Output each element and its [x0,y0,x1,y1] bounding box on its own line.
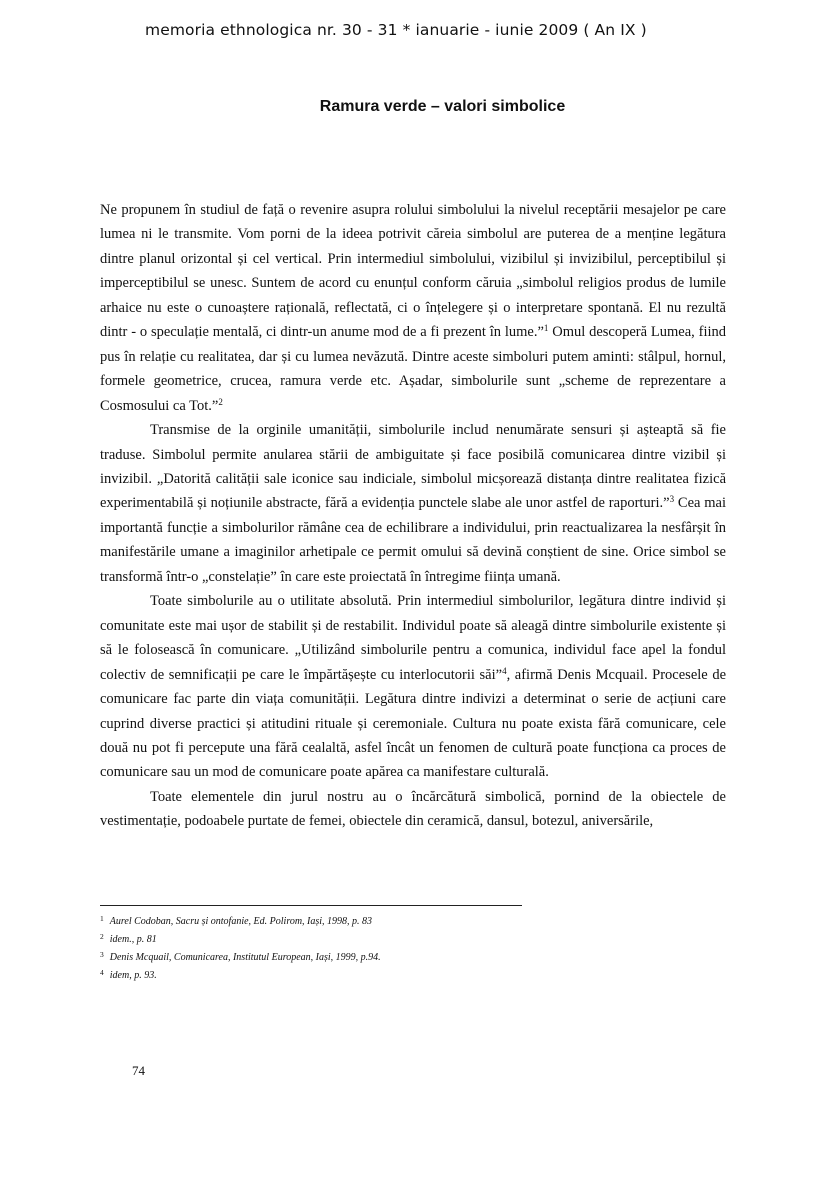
paragraph-2 [100,418,726,589]
footnote-ref-1[interactable]: 1 [543,323,549,334]
running-header: memoria ethnologica nr. 30 - 31 * ianuarie - iunie 2009 ( An IX ) [145,21,647,39]
paragraph-2-text-a: Transmise de la orginile umanității, simbolurile includ nenumărate sensuri și așteaptă să fie traduse. Simbolul permite anularea stării de ambiguitate și face posibilă comunicarea dintre vizibil și invizibil. „Datorită calității sale iconice sau indiciale, simbolul micșorează distanța dintre realitatea fizică experimentabilă și noțiunile abstracte, fără a evidenția punctele slabe ale unor astfel de raporturi.” [100,422,726,512]
article-body [100,198,726,834]
footnote-mark-2: 2 [100,932,104,941]
footnote-text-2: idem., p. 81 [109,934,157,945]
footnote-2 [100,929,700,947]
footnote-mark-3: 3 [100,950,104,959]
footnote-4 [100,965,700,983]
footnote-ref-4[interactable]: 4 [502,665,507,676]
paragraph-1-text-a: Ne propunem în studiul de față o revenire asupra rolului simbolului la nivelul receptării mesajelor pe care lumea ni le transmite. Vom porni de la ideea potrivit căreia simbolul are puterea de a menține legătura dintre planul orizontal și cel vertical. Prin intermediul simbolului, vizibilul și invizibilul, perceptibilul și imperceptibilul se unesc. Suntem de acord cu enunțul conform căruia „simbolul religios produs de lumile arhaice nu este o cunoaștere rațională, reflectată, ci o înțelegere și o interpretare spontană. El nu rezultă dintr - o speculație mentală, ci dintr-un anume mod de a fi prezent în lume.” [100,202,726,341]
footnotes [100,911,700,983]
footnote-mark-1: 1 [100,914,104,923]
paragraph-1 [100,198,726,418]
article-title: Ramura verde – valori simbolice [319,98,566,115]
paragraph-3 [100,589,726,785]
page-number: 74 [132,1063,145,1078]
paragraph-3-text-a: Toate simbolurile au o utilitate absolută. Prin intermediul simbolurilor, legătura dintre individ și comunitate este mai ușor de stabilit și de restabilit. Individul poate să aleagă dintre simbolurile existente și să le folosească în comunicare. „Utilizând simbolurile pentru a comunica, individul face apel la fondul colectiv de semnificații pe care le împărtășește cu interlocutorii săi” [100,593,726,683]
footnote-ref-2[interactable]: 2 [218,396,223,407]
footnote-text-4: idem, p. 93. [109,970,157,981]
footnote-mark-4: 4 [100,968,104,977]
paragraph-2-text-b: Cea mai importantă funcție a simbolurilor rămâne cea de echilibrare a individului, prin reactualizarea la nesfârșit în manifestările umane a imaginilor arhetipale ce permit omului să devină conștient de sine. Orice simbol se transformă într-o „constelație” în care este proiectată în întregime ființa umană. [100,495,726,585]
footnote-text-3: Denis Mcquail, Comunicarea, Institutul European, Iași, 1999, p.94. [109,952,381,963]
paragraph-4-text-a: Toate elementele din jurul nostru au o încărcătură simbolică, pornind de la obiectele de vestimentație, podoabele purtate de femei, obiectele din ceramică, dansul, botezul, aniversările, [100,788,726,830]
footnote-ref-3[interactable]: 3 [669,494,675,505]
paragraph-3-text-b: , afirmă Denis Mcquail. Procesele de comunicare fac parte din viața comunității. Legătura dintre indivizi a determinat o serie de acțiuni care cuprind diverse practici și atitudini rituale și ceremoniale. Cultura nu poate exista fără comunicare, cele două nu pot fi percepute una fără cealaltă, asfel încât un fenomen de cultură poate funcționa ca proces de comunicare sau un mod de comunicare poate apărea ca manifestare culturală. [100,666,727,781]
footnote-3 [100,947,700,965]
footnote-1 [100,911,700,929]
footnote-divider [100,905,522,906]
paragraph-4 [100,785,726,834]
paragraph-1-text-b: Omul descoperă Lumea, fiind pus în relație cu realitatea, dar și cu lumea nevăzută. Dintre aceste simboluri putem aminti: stâlpul, hornul, formele geometrice, crucea, ramura verde etc. Așadar, simbolurile sunt „scheme de reprezentare a Cosmosului ca Tot.” [100,324,726,414]
footnote-text-1: Aurel Codoban, Sacru și ontofanie, Ed. Polirom, Iași, 1998, p. 83 [109,916,373,927]
